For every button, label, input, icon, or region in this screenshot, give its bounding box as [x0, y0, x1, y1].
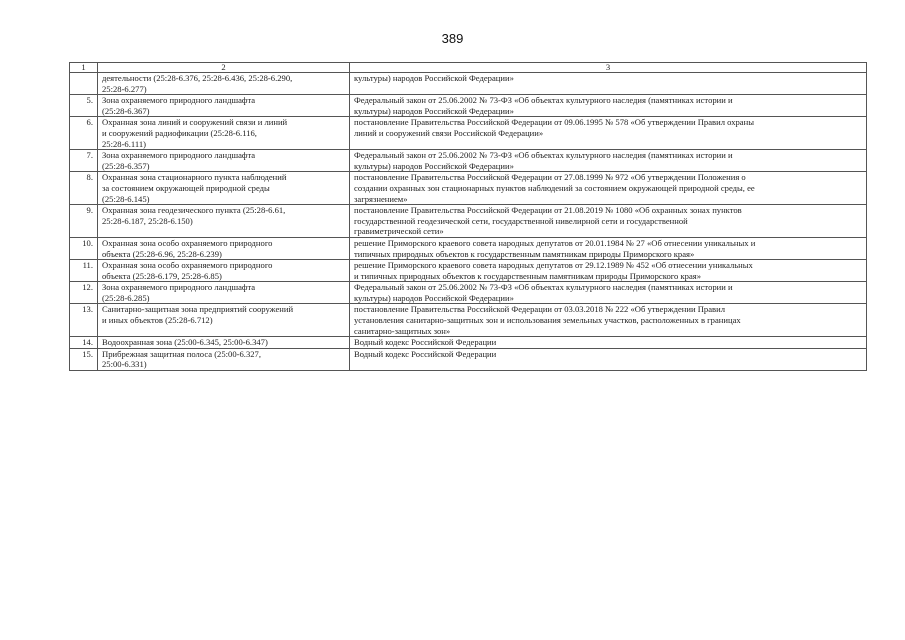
table-row [70, 73, 867, 95]
table-row [70, 205, 867, 238]
row-number: 14. [70, 337, 98, 349]
zone-name: Зона охраняемого природного ландшафта (25:28-6.367) [98, 95, 350, 117]
legal-basis: постановление Правительства Российской Федерации от 09.06.1995 № 578 «Об утверждении Правил охраны линий и сооружений связи Российской Федерации» [350, 117, 867, 150]
table-row [70, 348, 867, 370]
table-header-row [70, 63, 867, 73]
legal-basis: решение Приморского краевого совета народных депутатов от 29.12.1989 № 452 «Об отнесении уникальных и типичных природных объектов к государственным памятникам природы Приморского края» [350, 260, 867, 282]
row-number: 9. [70, 205, 98, 238]
page-number: 389 [441, 31, 464, 46]
zone-name: Прибрежная защитная полоса (25:00-6.327, 25:00-6.331) [98, 348, 350, 370]
table-row [70, 260, 867, 282]
zone-name: Санитарно-защитная зона предприятий сооружений и иных объектов (25:28-6.712) [98, 304, 350, 337]
legal-basis: решение Приморского краевого совета народных депутатов от 20.01.1984 № 27 «Об отнесении уникальных и типичных природных объектов к государственным памятникам природы Приморского края» [350, 237, 867, 259]
row-number: 11. [70, 260, 98, 282]
table-row [70, 150, 867, 172]
legal-basis: постановление Правительства Российской Федерации от 21.08.2019 № 1080 «Об охранных зонах пунктов государственной геодезической сети, государственной нивелирной сети и государственной гравиметрической сети» [350, 205, 867, 238]
table-row [70, 95, 867, 117]
zone-name: Охранная зона особо охраняемого природного объекта (25:28-6.179, 25:28-6.85) [98, 260, 350, 282]
row-number: 15. [70, 348, 98, 370]
column-header-3: 3 [350, 63, 867, 73]
zone-name: Охранная зона геодезического пункта (25:28-6.61, 25:28-6.187, 25:28-6.150) [98, 205, 350, 238]
zone-name: Охранная зона особо охраняемого природного объекта (25:28-6.96, 25:28-6.239) [98, 237, 350, 259]
legal-basis: Водный кодекс Российской Федерации [350, 348, 867, 370]
row-number: 5. [70, 95, 98, 117]
column-header-1: 1 [70, 63, 98, 73]
row-number: 8. [70, 172, 98, 205]
row-number: 13. [70, 304, 98, 337]
legal-basis: Федеральный закон от 25.06.2002 № 73-ФЗ «Об объектах культурного наследия (памятниках истории и культуры) народов Российской Федерации» [350, 282, 867, 304]
table-row [70, 282, 867, 304]
row-number: 12. [70, 282, 98, 304]
table-row [70, 117, 867, 150]
zone-name: Водоохранная зона (25:00-6.345, 25:00-6.347) [98, 337, 350, 349]
table-row [70, 172, 867, 205]
legal-basis: постановление Правительства Российской Федерации от 03.03.2018 № 222 «Об утверждении Правил установления санитарно-защитных зон и использования земельных участков, расположенных в границах санитарно-защитных зон» [350, 304, 867, 337]
table-row [70, 304, 867, 337]
zone-name: Охранная зона линий и сооружений связи и линий и сооружений радиофикации (25:28-6.116, 25:28-6.111) [98, 117, 350, 150]
zone-name: Зона охраняемого природного ландшафта (25:28-6.357) [98, 150, 350, 172]
table-row [70, 337, 867, 349]
legal-basis: Федеральный закон от 25.06.2002 № 73-ФЗ «Об объектах культурного наследия (памятниках истории и культуры) народов Российской Федерации» [350, 95, 867, 117]
zone-name: деятельности (25:28-6.376, 25:28-6.436, 25:28-6.290, 25:28-6.277) [98, 73, 350, 95]
column-header-2: 2 [98, 63, 350, 73]
zones-table [69, 62, 867, 371]
legal-basis: Федеральный закон от 25.06.2002 № 73-ФЗ «Об объектах культурного наследия (памятниках истории и культуры) народов Российской Федерации» [350, 150, 867, 172]
row-number [70, 73, 98, 95]
zone-name: Зона охраняемого природного ландшафта (25:28-6.285) [98, 282, 350, 304]
legal-basis: Водный кодекс Российской Федерации [350, 337, 867, 349]
table-row [70, 237, 867, 259]
zone-name: Охранная зона стационарного пункта наблюдений за состоянием окружающей природной среды (25:28-6.145) [98, 172, 350, 205]
row-number: 6. [70, 117, 98, 150]
row-number: 10. [70, 237, 98, 259]
legal-basis: постановление Правительства Российской Федерации от 27.08.1999 № 972 «Об утверждении Положения о создании охранных зон стационарных пунктов наблюдений за состоянием окружающей природной среды, ее загрязнением» [350, 172, 867, 205]
row-number: 7. [70, 150, 98, 172]
legal-basis: культуры) народов Российской Федерации» [350, 73, 867, 95]
